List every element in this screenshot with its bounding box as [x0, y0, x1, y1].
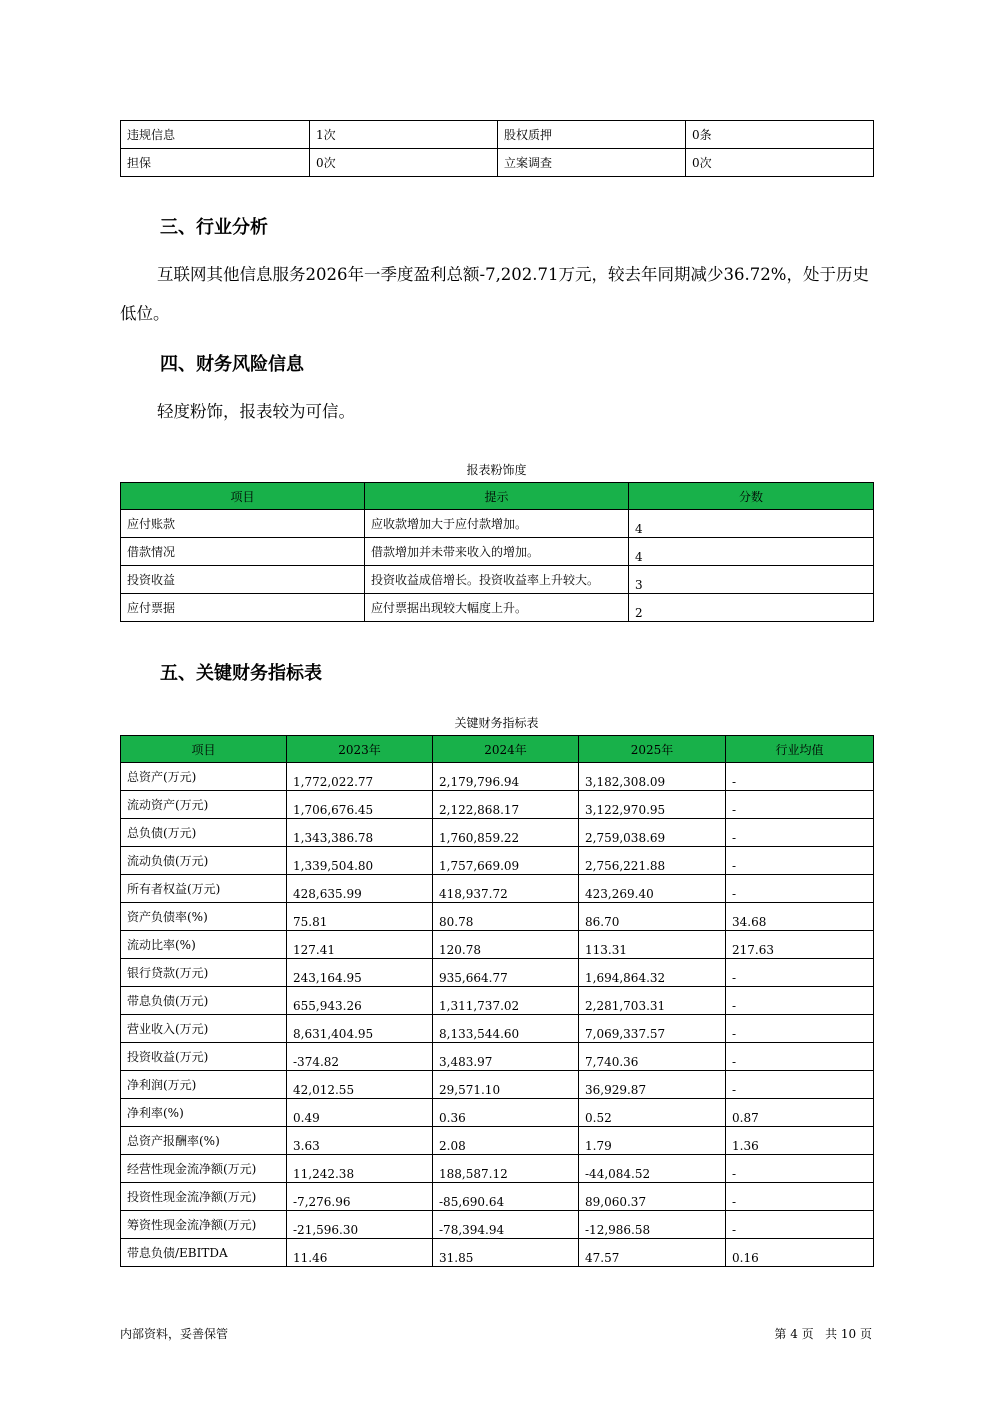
section4-paragraph: 轻度粉饰，报表较为可信。	[157, 402, 355, 421]
indicator-row-cell: 营业收入(万元)	[121, 1015, 287, 1043]
whitewash-row-cell: 应付账款	[121, 510, 365, 538]
indicator-row-cell: 0.36	[433, 1099, 579, 1127]
indicator-row-cell: 31.85	[433, 1239, 579, 1267]
indicator-row	[121, 1211, 874, 1239]
indicator-row-cell: 188,587.12	[433, 1155, 579, 1183]
indicator-row-cell: 资产负债率(%)	[121, 903, 287, 931]
indicator-row-cell: 11.46	[287, 1239, 433, 1267]
whitewash-header-cell: 分数	[629, 483, 874, 510]
indicator-row-cell: 75.81	[287, 903, 433, 931]
indicator-row	[121, 959, 874, 987]
indicator-row-cell: -21,596.30	[287, 1211, 433, 1239]
indicator-row	[121, 819, 874, 847]
indicator-row-cell: 243,164.95	[287, 959, 433, 987]
indicator-row-cell: 217.63	[726, 931, 874, 959]
indicator-row	[121, 1127, 874, 1155]
indicator-row-cell: -	[726, 1015, 874, 1043]
indicator-header-cell: 2024年	[433, 736, 579, 763]
whitewash-row-cell: 3	[629, 566, 874, 594]
indicator-row-cell: -	[726, 987, 874, 1015]
whitewash-row-cell: 借款情况	[121, 538, 365, 566]
indicator-row-cell: 带息负债(万元)	[121, 987, 287, 1015]
indicator-row-cell: -	[726, 819, 874, 847]
indicator-row-cell: 36,929.87	[579, 1071, 726, 1099]
indicator-row-cell: 428,635.99	[287, 875, 433, 903]
indicator-row-cell: 89,060.37	[579, 1183, 726, 1211]
indicator-row-cell: 投资收益(万元)	[121, 1043, 287, 1071]
indicator-row	[121, 763, 874, 791]
indicator-row-cell: 1.36	[726, 1127, 874, 1155]
risk-summary-row	[121, 121, 874, 149]
risk-summary-row-cell: 股权质押	[498, 121, 686, 149]
indicator-row-cell: 11,242.38	[287, 1155, 433, 1183]
indicator-row-cell: 1,339,504.80	[287, 847, 433, 875]
indicator-table-caption: 关键财务指标表	[454, 716, 539, 730]
indicator-row-cell: -	[726, 1071, 874, 1099]
indicator-row-cell: 总负债(万元)	[121, 819, 287, 847]
indicator-row	[121, 1071, 874, 1099]
risk-summary-row-cell: 0次	[686, 149, 874, 177]
indicator-row-cell: -	[726, 1211, 874, 1239]
indicator-row	[121, 1043, 874, 1071]
indicator-row-cell: 0.87	[726, 1099, 874, 1127]
whitewash-table-caption: 报表粉饰度	[466, 463, 527, 477]
indicator-row-cell: 流动资产(万元)	[121, 791, 287, 819]
indicator-row-cell: 带息负债/EBITDA	[121, 1239, 287, 1267]
whitewash-table	[120, 482, 874, 622]
indicator-row-cell: 935,664.77	[433, 959, 579, 987]
indicator-row	[121, 903, 874, 931]
whitewash-row-cell: 应收款增加大于应付款增加。	[365, 510, 629, 538]
whitewash-row	[121, 510, 874, 538]
indicator-row-cell: -374.82	[287, 1043, 433, 1071]
risk-summary-row	[121, 149, 874, 177]
indicator-row-cell: 80.78	[433, 903, 579, 931]
risk-summary-row-cell: 0次	[310, 149, 498, 177]
whitewash-row	[121, 594, 874, 622]
indicator-row-cell: 127.41	[287, 931, 433, 959]
indicator-row-cell: -12,986.58	[579, 1211, 726, 1239]
indicator-row-cell: -85,690.64	[433, 1183, 579, 1211]
indicator-row-cell: 净利润(万元)	[121, 1071, 287, 1099]
indicator-row-cell: 423,269.40	[579, 875, 726, 903]
risk-summary-row-cell: 违规信息	[121, 121, 310, 149]
indicator-row-cell: 86.70	[579, 903, 726, 931]
whitewash-row-cell: 投资收益成倍增长。投资收益率上升较大。	[365, 566, 629, 594]
indicator-row	[121, 1155, 874, 1183]
indicator-row-cell: 3,182,308.09	[579, 763, 726, 791]
indicator-row-cell: 34.68	[726, 903, 874, 931]
indicator-row-cell: 120.78	[433, 931, 579, 959]
indicator-row-cell: 8,133,544.60	[433, 1015, 579, 1043]
indicator-table	[120, 735, 874, 1267]
indicator-row-cell: 1.79	[579, 1127, 726, 1155]
indicator-row-cell: 2,756,221.88	[579, 847, 726, 875]
indicator-row-cell: -	[726, 1043, 874, 1071]
indicator-row-cell: 2,759,038.69	[579, 819, 726, 847]
indicator-row-cell: 1,343,386.78	[287, 819, 433, 847]
indicator-row-cell: -	[726, 763, 874, 791]
whitewash-row-cell: 应付票据	[121, 594, 365, 622]
risk-summary-table	[120, 120, 874, 177]
whitewash-row	[121, 566, 874, 594]
indicator-row-cell: 0.49	[287, 1099, 433, 1127]
indicator-header-cell: 项目	[121, 736, 287, 763]
indicator-row	[121, 847, 874, 875]
section4-heading: 四、财务风险信息	[160, 354, 304, 375]
indicator-row-cell: 2.08	[433, 1127, 579, 1155]
whitewash-row	[121, 538, 874, 566]
indicator-row-cell: 7,740.36	[579, 1043, 726, 1071]
indicator-row-cell: 总资产报酬率(%)	[121, 1127, 287, 1155]
indicator-row-cell: 流动负债(万元)	[121, 847, 287, 875]
indicator-row	[121, 875, 874, 903]
whitewash-row-cell: 应付票据出现较大幅度上升。	[365, 594, 629, 622]
indicator-row-cell: -	[726, 959, 874, 987]
whitewash-header-cell: 项目	[121, 483, 365, 510]
indicator-row-cell: 3,483.97	[433, 1043, 579, 1071]
indicator-row-cell: 净利率(%)	[121, 1099, 287, 1127]
indicator-header-cell: 2023年	[287, 736, 433, 763]
indicator-row-cell: 113.31	[579, 931, 726, 959]
indicator-row-cell: 1,760,859.22	[433, 819, 579, 847]
indicator-row-cell: 经营性现金流净额(万元)	[121, 1155, 287, 1183]
indicator-row-cell: 655,943.26	[287, 987, 433, 1015]
indicator-row-cell: 1,772,022.77	[287, 763, 433, 791]
indicator-row	[121, 931, 874, 959]
indicator-row	[121, 1239, 874, 1267]
indicator-row-cell: 8,631,404.95	[287, 1015, 433, 1043]
whitewash-row-cell: 投资收益	[121, 566, 365, 594]
indicator-row-cell: 1,757,669.09	[433, 847, 579, 875]
indicator-row-cell: 1,706,676.45	[287, 791, 433, 819]
indicator-row-cell: -	[726, 875, 874, 903]
section3-paragraph: 互联网其他信息服务2026年一季度盈利总额-7,202.71万元，较去年同期减少36.72%，处于历史低位。	[120, 265, 869, 323]
indicator-row-cell: -	[726, 1155, 874, 1183]
footer-left: 内部资料，妥善保管	[120, 1327, 229, 1341]
indicator-row-cell: 2,281,703.31	[579, 987, 726, 1015]
indicator-row-cell: 42,012.55	[287, 1071, 433, 1099]
section5-heading: 五、关键财务指标表	[160, 663, 322, 684]
whitewash-header-cell: 提示	[365, 483, 629, 510]
indicator-header-cell: 2025年	[579, 736, 726, 763]
indicator-row-cell: -7,276.96	[287, 1183, 433, 1211]
indicator-row-cell: 3,122,970.95	[579, 791, 726, 819]
section3-heading: 三、行业分析	[160, 217, 268, 238]
indicator-row	[121, 1099, 874, 1127]
indicator-row	[121, 791, 874, 819]
indicator-row-cell: 总资产(万元)	[121, 763, 287, 791]
indicator-row-cell: 0.52	[579, 1099, 726, 1127]
indicator-row	[121, 987, 874, 1015]
indicator-row-cell: 1,311,737.02	[433, 987, 579, 1015]
indicator-row-cell: -44,084.52	[579, 1155, 726, 1183]
indicator-row-cell: 2,122,868.17	[433, 791, 579, 819]
indicator-row-cell: 所有者权益(万元)	[121, 875, 287, 903]
indicator-header-cell: 行业均值	[726, 736, 874, 763]
indicator-row-cell: 2,179,796.94	[433, 763, 579, 791]
risk-summary-row-cell: 0条	[686, 121, 874, 149]
indicator-row-cell: 1,694,864.32	[579, 959, 726, 987]
indicator-row-cell: 投资性现金流净额(万元)	[121, 1183, 287, 1211]
indicator-row	[121, 1015, 874, 1043]
indicator-row	[121, 1183, 874, 1211]
indicator-row-cell: 29,571.10	[433, 1071, 579, 1099]
footer-page-number: 第 4 页 共 10 页	[774, 1327, 872, 1341]
whitewash-row-cell: 2	[629, 594, 874, 622]
risk-summary-row-cell: 立案调查	[498, 149, 686, 177]
whitewash-row-cell: 4	[629, 510, 874, 538]
indicator-row-cell: -	[726, 847, 874, 875]
whitewash-row-cell: 借款增加并未带来收入的增加。	[365, 538, 629, 566]
indicator-row-cell: 418,937.72	[433, 875, 579, 903]
indicator-row-cell: 银行贷款(万元)	[121, 959, 287, 987]
indicator-row-cell: 47.57	[579, 1239, 726, 1267]
indicator-row-cell: 0.16	[726, 1239, 874, 1267]
risk-summary-row-cell: 1次	[310, 121, 498, 149]
indicator-row-cell: 3.63	[287, 1127, 433, 1155]
indicator-row-cell: 流动比率(%)	[121, 931, 287, 959]
indicator-row-cell: 7,069,337.57	[579, 1015, 726, 1043]
indicator-row-cell: -	[726, 1183, 874, 1211]
whitewash-row-cell: 4	[629, 538, 874, 566]
indicator-row-cell: 筹资性现金流净额(万元)	[121, 1211, 287, 1239]
indicator-row-cell: -	[726, 791, 874, 819]
risk-summary-row-cell: 担保	[121, 149, 310, 177]
indicator-row-cell: -78,394.94	[433, 1211, 579, 1239]
